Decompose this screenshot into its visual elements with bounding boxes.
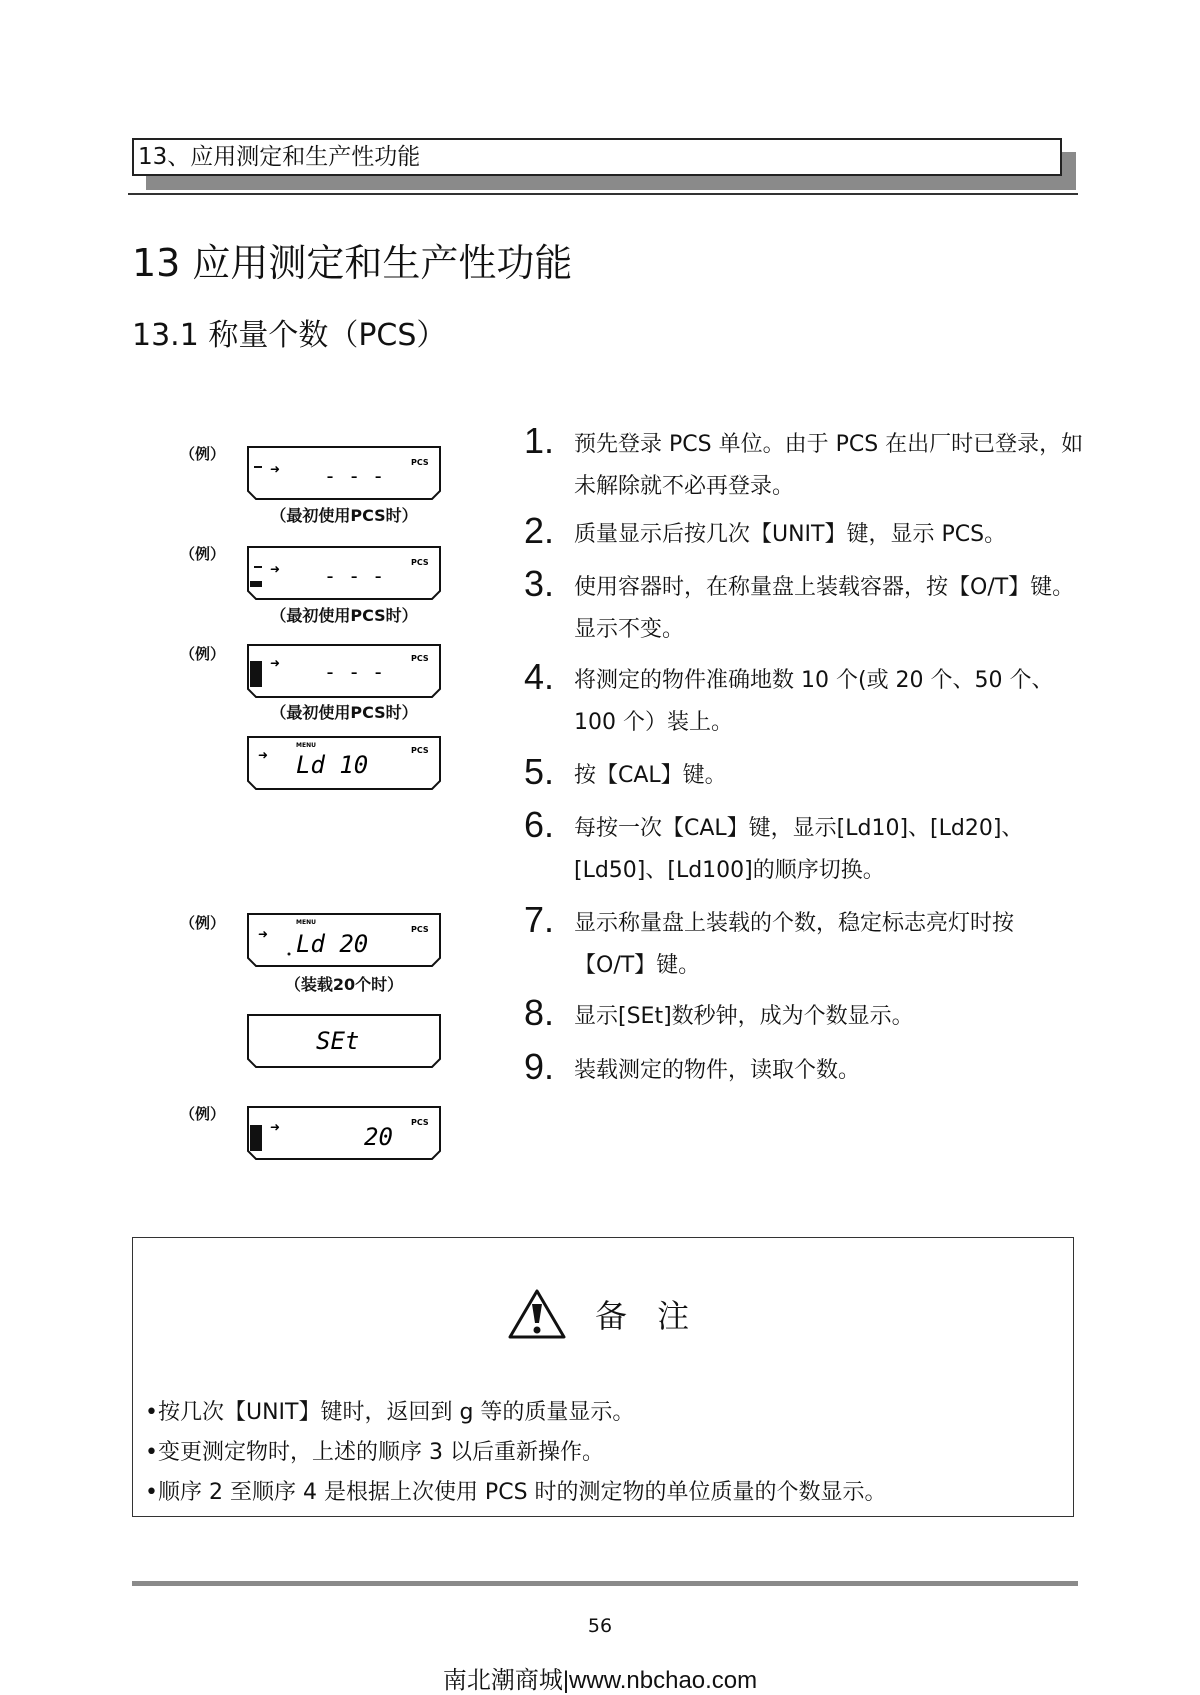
lcd-unit: PCS [411,746,429,755]
svg-text:➜: ➜ [270,1120,281,1134]
step-number: 6. [524,804,555,845]
lcd-readout: - - - [324,464,385,488]
lcd-display [246,643,442,699]
step-text: 显示[SEt]数秒钟，成为个数显示。 [574,1004,914,1029]
lcd-display [246,445,442,501]
lcd-display [246,912,442,968]
section-title: 13.1 称量个数（PCS） [132,318,447,353]
example-caption: （装载20个时） [284,975,404,994]
example-label: （例） [180,545,226,563]
chapter-header-label: 13、应用测定和生产性功能 [138,144,421,170]
step-item [524,563,1084,651]
example-label: （例） [180,645,226,663]
lcd-readout: Ld 20 [296,930,369,958]
step-item [524,656,1084,744]
step-text: 按【CAL】键。 [574,763,727,788]
lcd-display [246,545,442,601]
lcd-readout: - - - [324,564,385,588]
step-item [524,804,1084,892]
svg-text:➜: ➜ [270,656,281,670]
step-item [524,751,1084,797]
note-item: •按几次【UNIT】键时，返回到 g 等的质量显示。 [145,1400,635,1425]
lcd-unit: PCS [411,1118,429,1127]
example-caption: （最初使用PCS时） [270,506,418,525]
note-box [132,1237,1074,1517]
step-text: 装载测定的物件，读取个数。 [574,1058,861,1083]
step-number: 2. [524,510,555,551]
step-number: 9. [524,1046,555,1087]
example-label: （例） [180,1105,226,1123]
warning-triangle-icon [507,1288,567,1348]
step-item [524,992,1084,1038]
svg-text:➜: ➜ [258,748,269,762]
lcd-unit: PCS [411,458,429,467]
step-number: 7. [524,899,555,940]
chapter-title: 13 应用测定和生产性功能 [132,241,573,285]
step-text: 将测定的物件准确地数 10 个(或 20 个、50 个、100 个）装上。 [574,668,1054,735]
example-caption: （最初使用PCS时） [270,703,418,722]
step-text: 显示称量盘上装载的个数，稳定标志亮灯时按【O/T】键。 [574,911,1015,978]
step-number: 3. [524,563,555,604]
site-watermark: 南北潮商城|www.nbchao.com [442,1667,758,1694]
step-text: 每按一次【CAL】键，显示[Ld10]、[Ld20]、[Ld50]、[Ld100]的顺序切换。 [574,816,1024,883]
lcd-unit: PCS [411,925,429,934]
lcd-display [246,1105,442,1161]
svg-text:➜: ➜ [258,927,269,941]
step-text: 预先登录 PCS 单位。由于 PCS 在出厂时已登录，如未解除就不必再登录。 [574,432,1084,499]
lcd-unit: PCS [411,558,429,567]
step-item [524,1046,1084,1092]
lcd-readout: 20 [364,1123,393,1151]
note-item: •顺序 2 至顺序 4 是根据上次使用 PCS 时的测定物的单位质量的个数显示。 [145,1480,887,1505]
header-rule [128,193,1078,195]
note-item: •变更测定物时，上述的顺序 3 以后重新操作。 [145,1440,604,1465]
svg-text:➜: ➜ [270,462,281,476]
step-number: 1. [524,420,555,461]
footer-rule [132,1581,1078,1586]
lcd-unit: PCS [411,654,429,663]
step-text: 使用容器时，在称量盘上装载容器，按【O/T】键。显示不变。 [574,575,1075,642]
page-number: 56 [587,1615,613,1637]
example-caption: （最初使用PCS时） [270,606,418,625]
example-label: （例） [180,914,226,932]
step-item [524,420,1084,508]
step-number: 5. [524,751,555,792]
lcd-readout: Ld 10 [296,751,369,779]
lcd-readout: - - - [324,660,385,684]
lcd-menu: MENU [296,919,316,926]
step-item [524,510,1084,556]
note-list [145,1393,887,1513]
svg-text:➜: ➜ [270,562,281,576]
step-number: 4. [524,656,555,697]
note-title: 备 注 [594,1297,700,1335]
lcd-readout: SEt [316,1027,360,1055]
step-number: 8. [524,992,555,1033]
example-label: （例） [180,445,226,463]
lcd-menu: MENU [296,742,316,749]
lcd-display [246,735,442,791]
step-text: 质量显示后按几次【UNIT】键，显示 PCS。 [574,522,1007,547]
lcd-display [246,1013,442,1069]
step-item [524,899,1084,987]
chapter-header [132,138,1062,176]
note-title-row [133,1288,1073,1348]
